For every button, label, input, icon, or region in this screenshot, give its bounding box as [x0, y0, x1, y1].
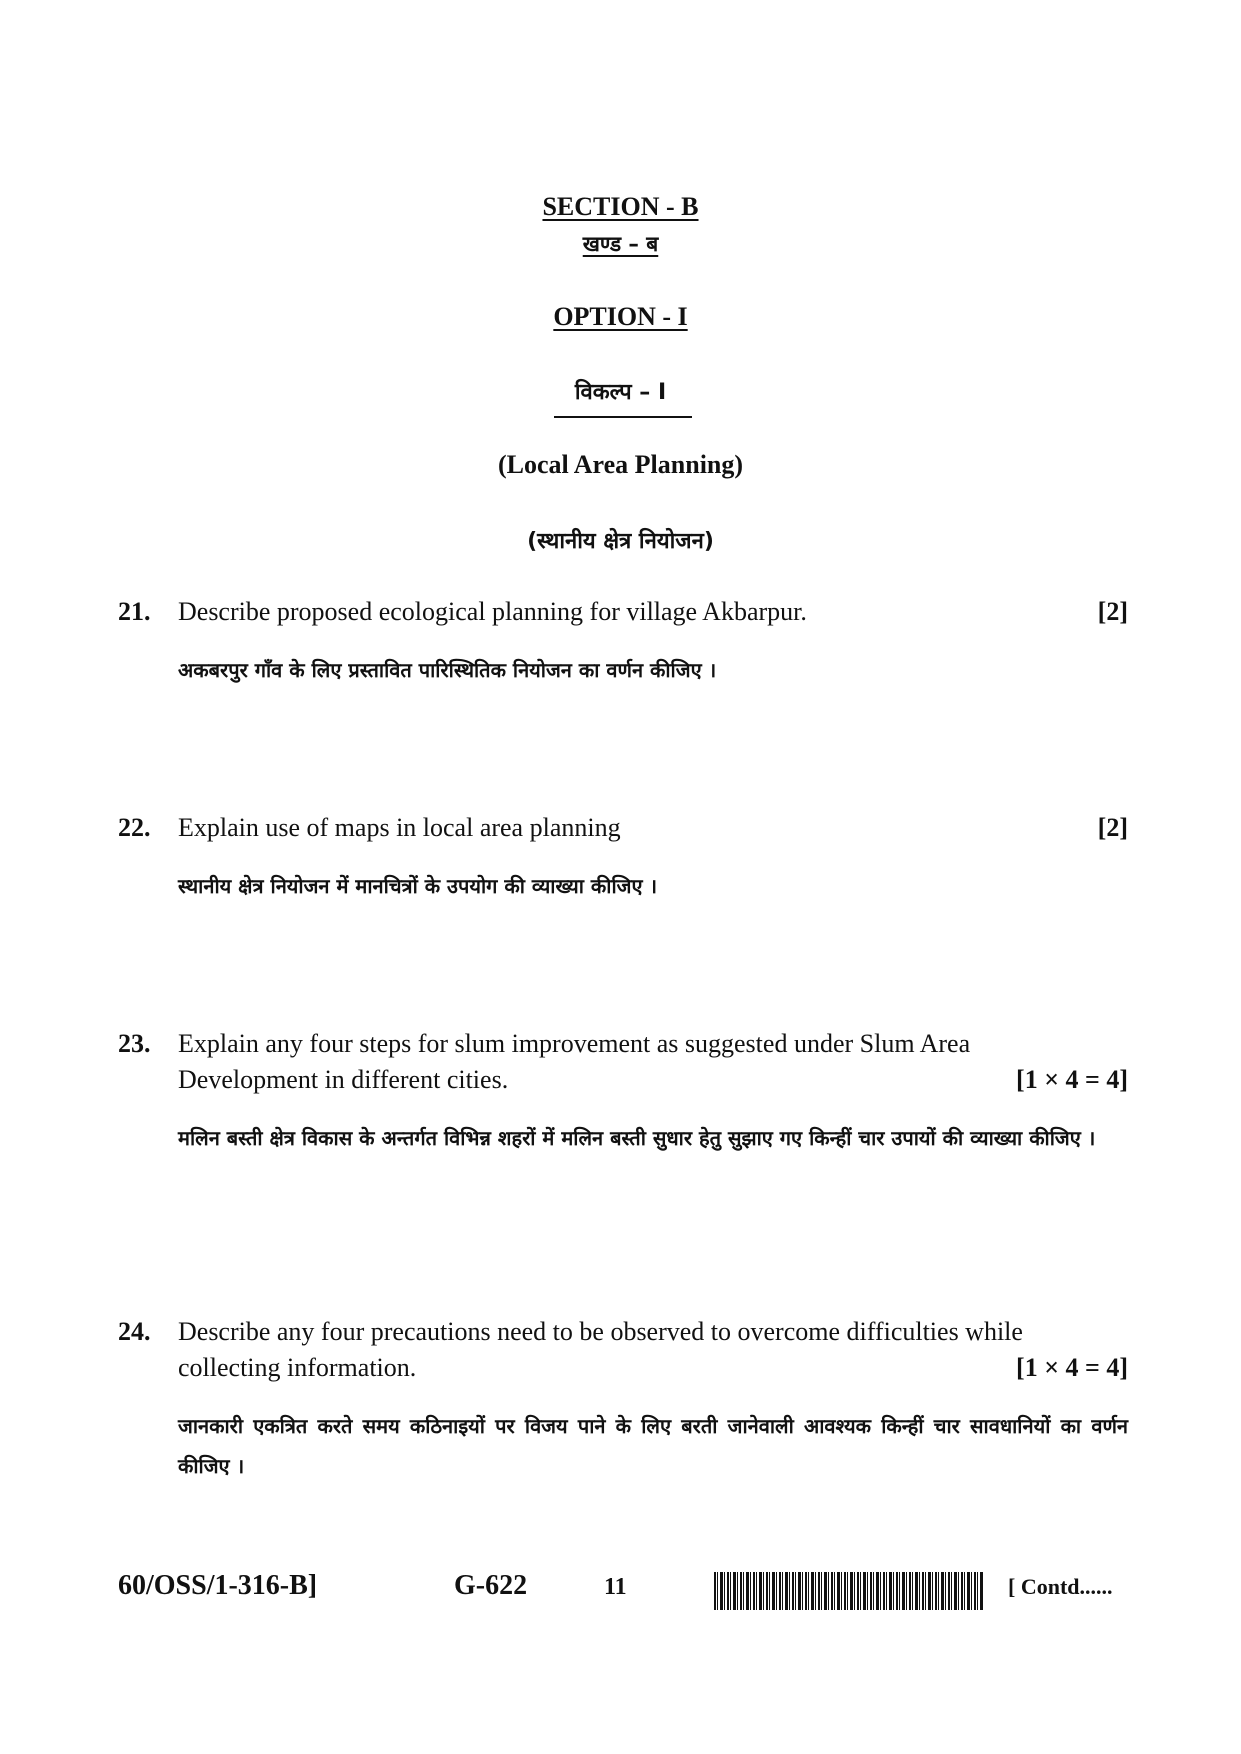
- question-text-hindi: मलिन बस्ती क्षेत्र विकास के अन्तर्गत विभिन्न शहरों में मलिन बस्ती सुधार हेतु सुझाए गए किन्हीं चार उपायों की व्याख्या कीजिए ।: [178, 1126, 1096, 1150]
- question-marks: [1 × 4 = 4]: [1016, 1353, 1128, 1382]
- question-24: [118, 1314, 1128, 1486]
- question-text-hindi: स्थानीय क्षेत्र नियोजन में मानचित्रों के उपयोग की व्याख्या कीजिए ।: [178, 874, 658, 898]
- question-marks: [2]: [1097, 813, 1128, 842]
- question-21: [118, 594, 1128, 690]
- question-number: 24.: [118, 1317, 151, 1346]
- question-marks: [1 × 4 = 4]: [1016, 1065, 1128, 1094]
- section-title-hindi: खण्ड – ब: [582, 232, 659, 256]
- option-title: OPTION - I: [553, 302, 688, 331]
- continued-label: [ Contd......: [1008, 1574, 1113, 1599]
- section-title: SECTION - B: [542, 192, 699, 221]
- question-text-line1: Describe any four precautions need to be observed to overcome difficulties while: [178, 1317, 1023, 1346]
- question-text-line2: Development in different cities.: [178, 1065, 509, 1094]
- question-text: Describe proposed ecological planning for village Akbarpur.: [178, 597, 807, 626]
- question-number: 21.: [118, 597, 151, 626]
- subject-title-hindi: (स्थानीय क्षेत्र नियोजन): [527, 529, 714, 554]
- question-text-hindi: अकबरपुर गाँव के लिए प्रस्तावित पारिस्थितिक नियोजन का वर्णन कीजिए ।: [178, 658, 717, 682]
- page-number: 11: [604, 1574, 627, 1600]
- option-underline: [554, 416, 692, 418]
- question-number: 23.: [118, 1029, 151, 1058]
- question-text: Explain use of maps in local area planning: [178, 813, 621, 842]
- subject-title: (Local Area Planning): [497, 450, 744, 479]
- barcode: [714, 1572, 984, 1610]
- question-23: [118, 1026, 1128, 1158]
- question-text-line2: collecting information.: [178, 1353, 417, 1382]
- series-code: G-622: [454, 1570, 528, 1601]
- question-text-line1: Explain any four steps for slum improvement as suggested under Slum Area: [178, 1029, 971, 1058]
- question-text-hindi: जानकारी एकत्रित करते समय कठिनाइयों पर विजय पाने के लिए बरती जानेवाली आवश्यक किन्हीं चार सावधानियों का वर्णन कीजिए ।: [178, 1414, 1128, 1478]
- question-marks: [2]: [1097, 597, 1128, 626]
- option-title-hindi: विकल्प – I: [574, 380, 667, 405]
- question-22: [118, 810, 1128, 906]
- question-number: 22.: [118, 813, 151, 842]
- paper-code: 60/OSS/1-316-B]: [118, 1570, 318, 1601]
